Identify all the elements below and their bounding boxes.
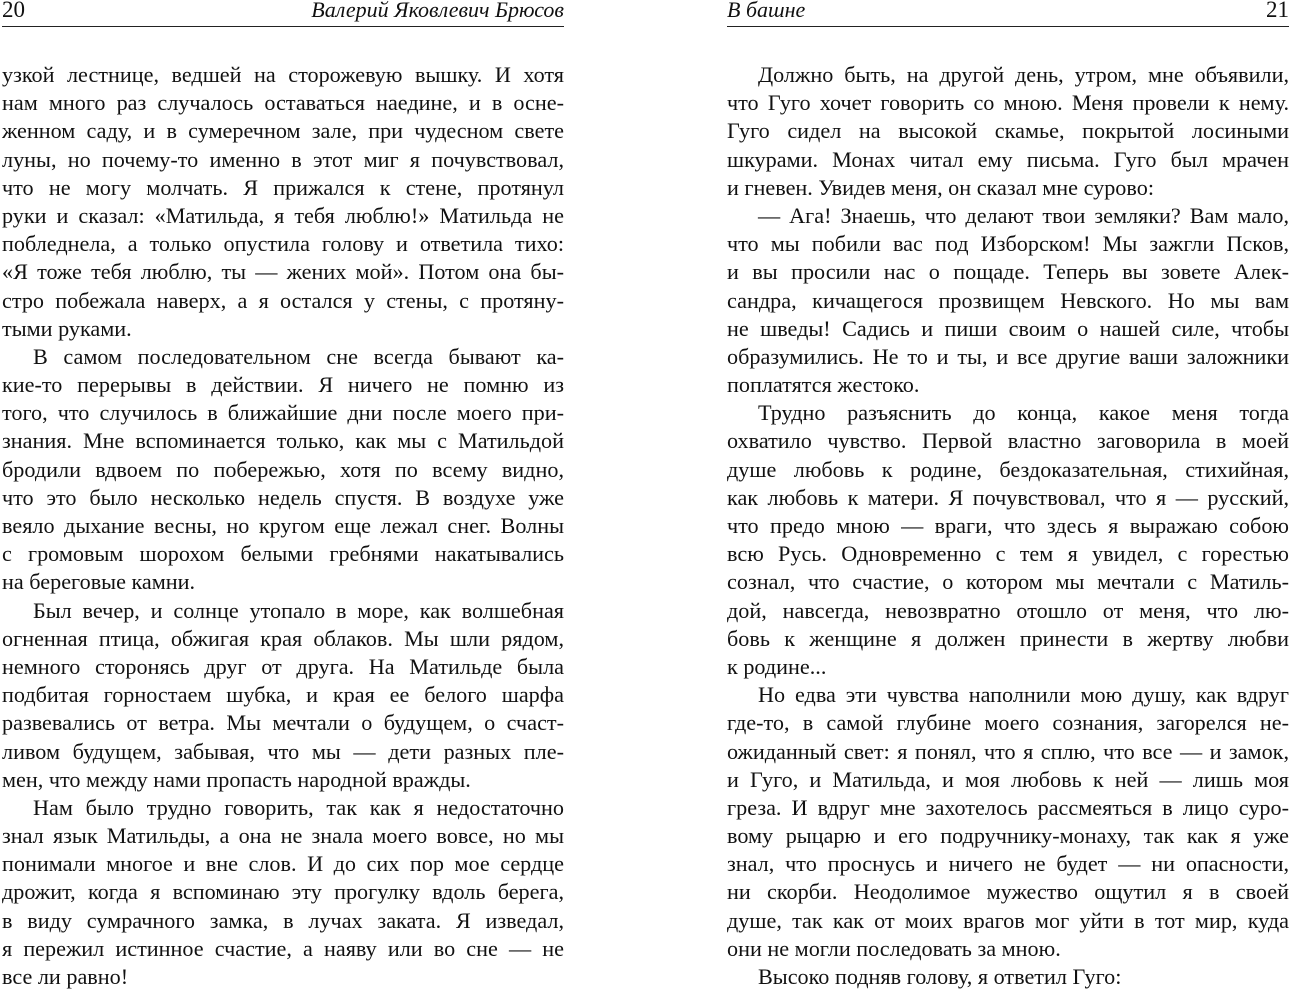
text-line: все ли равно! [2, 964, 129, 989]
text-line: душе, так как от моих врагов мог уйти в тот мир, куда [727, 907, 1289, 933]
right-page-header [727, 0, 1289, 27]
text-line: луны, но почему-то именно в этот миг я почувствовал, [2, 146, 564, 172]
text-line: и гневен. Увидев меня, он сказал мне сурово: [727, 174, 1154, 200]
text-line: В самом последовательном сне всегда бывают ка- [33, 343, 564, 369]
text-line: с громовым шорохом белыми гребнями накатывались [2, 541, 564, 567]
text-line: что Гуго хочет говорить со мною. Меня провели к нему. [727, 90, 1289, 116]
text-line: к родине... [727, 653, 827, 679]
text-line: мен, что между нами пропасть народной вражды. [2, 766, 471, 792]
text-line: ливом будущем, забывая, что мы — дети разных пле- [2, 738, 564, 764]
text-line: побледнела, а только опустила голову и ответила тихо: [2, 231, 564, 257]
text-line: Был вечер, и солнце утопало в море, как волшебная [33, 597, 564, 623]
text-line: где-то, в самой глубине моего сознания, загорелся не- [727, 710, 1289, 736]
page-number: 21 [1266, 0, 1289, 22]
text-line: Трудно разъяснить до конца, какое меня тогда [758, 400, 1289, 426]
text-line: узкой лестнице, ведшей на сторожевую вышку. И хотя [2, 62, 564, 87]
text-line: подбитая горностаем шубка, и края ее белого шарфа [2, 682, 564, 708]
text-line: они не могли последовать за мною. [727, 935, 1061, 961]
text-line: женном саду, и в сумеречном зале, при чудесном свете [2, 118, 564, 144]
text-line: и вы просили нас о пощаде. Теперь вы зовете Алек- [727, 259, 1289, 285]
text-line: кие-то перерывы в действии. Я ничего не помню из [2, 372, 564, 398]
right-page-body-text [727, 61, 1289, 991]
text-line: веяло дыхание весны, но кругом еще лежал снег. Волны [2, 513, 564, 538]
text-line: нам много раз случалось оставаться наедине, и в осне- [2, 90, 564, 116]
text-line: как любовь к матери. Я почувствовал, что я — русский, [727, 484, 1289, 510]
text-line: «Я тоже тебя люблю, ты — жених мой». Потом она бы- [2, 259, 564, 285]
text-line: стро побежала наверх, а я остался у стены, с протяну- [2, 287, 564, 313]
text-line: вому рыцарю и его подручнику-монаху, так как я уже [727, 823, 1289, 849]
left-page-header [2, 0, 564, 27]
text-line: ни скорби. Неодолимое мужество ощутил я в своей [727, 879, 1289, 905]
text-line: что это было несколько недель спустя. В воздухе уже [2, 484, 564, 510]
text-line: Должно быть, на другой день, утром, мне объявили, [758, 62, 1289, 87]
text-line: немного сторонясь друг от друга. На Матильде была [2, 653, 564, 679]
text-line: дрожит, когда я вспоминаю эту прогулку вдоль берега, [2, 879, 564, 905]
text-line: бовь к женщине я должен принести в жертву любви [727, 625, 1289, 651]
text-line: понимали многое и вне слов. И до сих пор мое сердце [2, 851, 564, 877]
text-line: охватило чувство. Первой властно заговорила в моей [727, 428, 1289, 454]
text-line: сандра, кичащегося прозвищем Невского. Но мы вам [727, 287, 1289, 313]
text-line: в виду сумрачного замка, в лучах заката. Я изведал, [2, 907, 564, 933]
text-line: дой, навсегда, невозвратно отошло от меня, что лю- [727, 597, 1289, 623]
text-line: развевались от ветра. Мы мечтали о будущем, о счаст- [2, 710, 564, 736]
text-line: на береговые камни. [2, 569, 196, 595]
text-line: шкурами. Монах читал ему письма. Гуго был мрачен [727, 146, 1289, 172]
text-line: знал язык Матильды, а она не знала моего вовсе, но мы [2, 823, 564, 849]
text-line: Высоко подняв голову, я ответил Гуго: [758, 964, 1122, 989]
text-line: тыми руками. [2, 315, 132, 341]
text-line: бродили вдвоем по побережью, хотя по всему видно, [2, 456, 564, 482]
text-line: и Гуго, и Матильда, и моя любовь к ней — лишь моя [727, 766, 1289, 792]
text-line: того, что случилось в ближайшие дни после моего при- [2, 400, 564, 426]
text-line: не шведы! Садись и пиши своим о нашей силе, чтобы [727, 315, 1289, 341]
text-line: образумились. Не то и ты, и все другие ваши заложники [727, 343, 1289, 369]
text-line: поплатятся жестоко. [727, 372, 920, 398]
text-line: что не могу молчать. Я прижался к стене, протянул [2, 174, 564, 200]
text-line: что предо мною — враги, что здесь я выражаю собою [727, 513, 1289, 538]
text-line: сознал, что счастие, о котором мы мечтали с Матиль- [727, 569, 1289, 595]
text-line: руки и сказал: «Матильда, я тебя люблю!» Матильда не [2, 202, 564, 228]
text-line: душе любовь к родине, бездоказательная, стихийная, [727, 456, 1289, 482]
text-line: огненная птица, обжигая края облаков. Мы шли рядом, [2, 625, 564, 651]
page-number: 20 [2, 0, 25, 22]
text-line: — Ага! Знаешь, что делают твои земляки? Вам мало, [758, 202, 1289, 228]
running-head-author: Валерий Яковлевич Брюсов [311, 0, 564, 22]
text-line: я пережил истинное счастие, а наяву или во сне — не [2, 935, 564, 961]
text-line: знания. Мне вспоминается только, как мы с Матильдой [2, 428, 564, 454]
running-head-title: В башне [727, 0, 806, 22]
text-line: Гуго сидел на высокой скамье, покрытой лосиными [727, 118, 1289, 144]
text-line: Но едва эти чувства наполнили мою душу, как вдруг [758, 682, 1289, 708]
text-line: Нам было трудно говорить, так как я недостаточно [33, 794, 564, 820]
text-line: что мы побили вас под Изборском! Мы зажгли Псков, [727, 231, 1289, 257]
right-page [727, 0, 1289, 991]
text-line: ожиданный свет: я понял, что я сплю, что все — и замок, [727, 738, 1289, 764]
text-line: греза. И вдруг мне захотелось рассмеяться в лицо суро- [727, 794, 1289, 820]
left-page [2, 0, 564, 991]
left-page-body-text [2, 61, 564, 991]
text-line: всю Русь. Одновременно с тем я увидел, с горестью [727, 541, 1289, 567]
text-line: знал, что проснусь и ничего не будет — ни опасности, [727, 851, 1289, 877]
